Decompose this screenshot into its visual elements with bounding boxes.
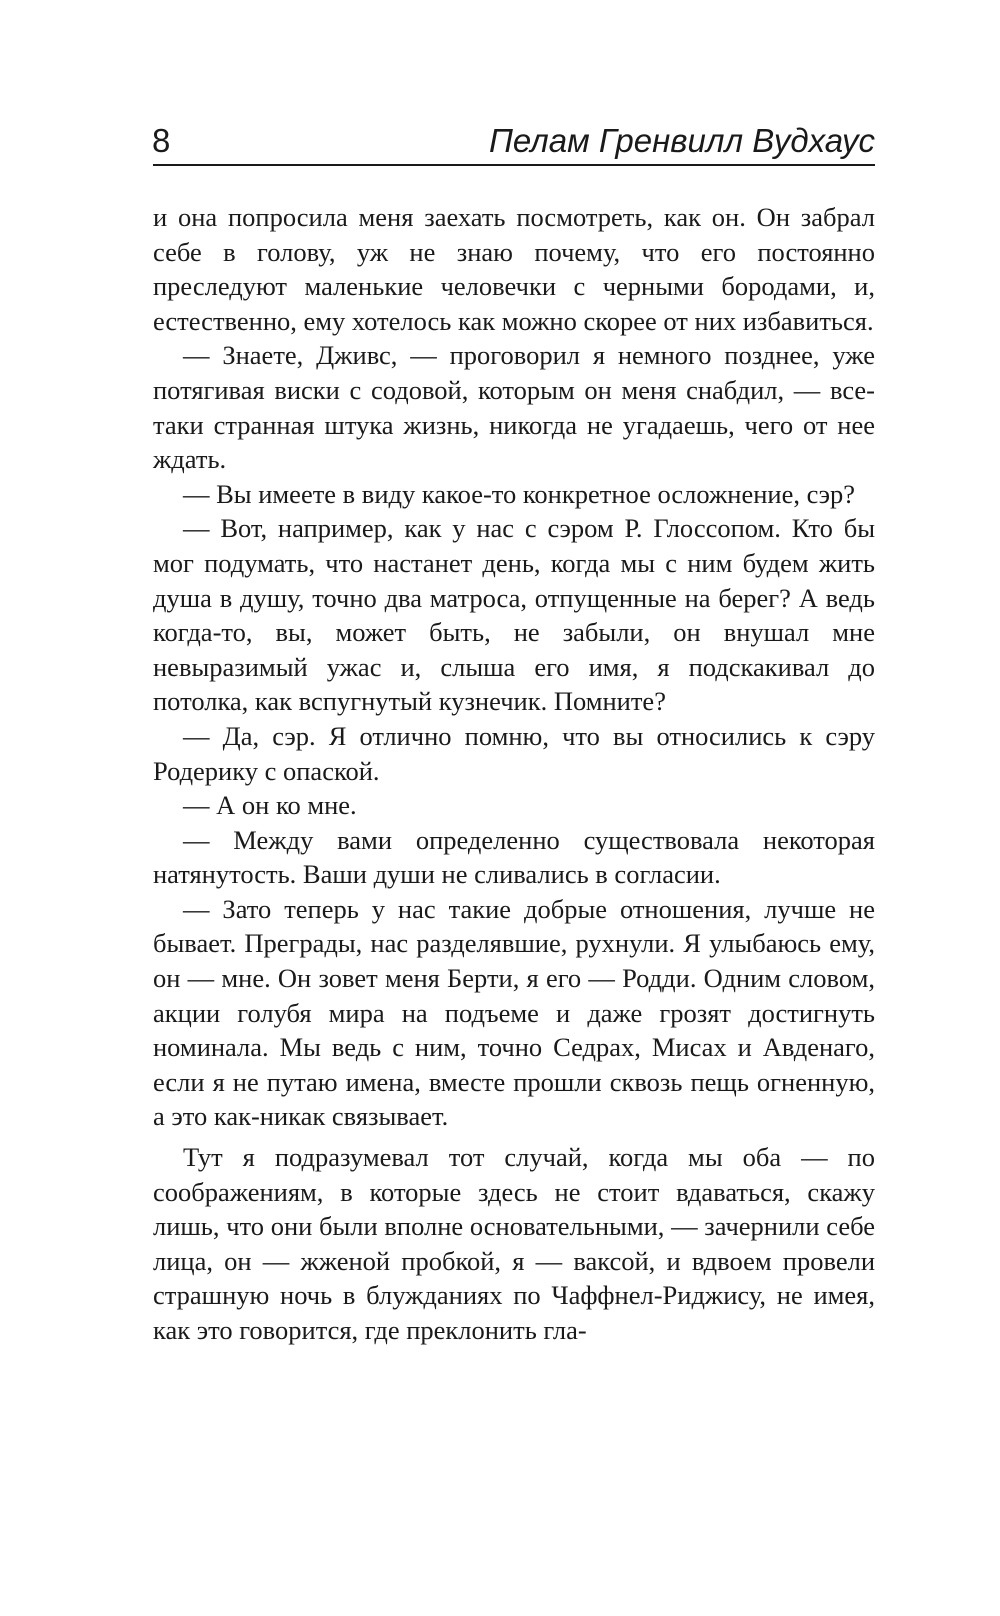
paragraph: и она попросила меня заехать посмотреть, как он. Он забрал себе в голову, уж не знаю почему, что его постоянно преследуют маленькие человечки с черными бородами, и, естественно, ему хотелось как можно скорее от них избавиться.	[153, 202, 875, 336]
book-page	[153, 118, 875, 1538]
page-number: 8	[152, 122, 171, 159]
paragraph: — А он ко мне.	[183, 790, 357, 821]
paragraph: — Вы имеете в виду какое-то конкретное осложнение, сэр?	[183, 478, 856, 509]
running-head-author: Пелам Гренвилл Вудхаус	[488, 122, 875, 159]
running-head	[153, 118, 875, 166]
paragraph: — Между вами определенно существовала некоторая натянутость. Ваши души не сливались в согласии.	[153, 824, 875, 890]
paragraph: Тут я подразумевал тот случай, когда мы оба — по соображениям, в которые здесь не стоит вдаваться, скажу лишь, что они были вполне основательными, — зачернили себе лица, он — жженой пробкой, я — ваксой, и вдвоем провели страшную ночь в блужданиях по Чаффнел-Риджису, не имея, как это говорится, где преклонить гла-	[153, 1142, 875, 1345]
paragraph: — Знаете, Дживс, — проговорил я немного позднее, уже потягивая виски с содовой, которым он меня снабдил, — все-таки странная штука жизнь, никогда не угадаешь, чего от нее ждать.	[153, 340, 875, 475]
paragraph: — Зато теперь у нас такие добрые отношения, лучше не бывает. Преграды, нас разделявшие, рухнули. Я улыбаюсь ему, он — мне. Он зовет меня Берти, я его — Родди. Одним словом, акции голубя мира на подъеме и даже грозят достигнуть номинала. Мы ведь с ним, точно Седрах, Мисах и Авденаго, если я не путаю имена, вместе прошли сквозь пещь огненную, а это как-никак связывает.	[153, 893, 875, 1132]
text-body	[153, 166, 875, 1348]
paragraph: — Да, сэр. Я отлично помню, что вы относились к сэру Родерику с опаской.	[153, 720, 875, 786]
paragraph: — Вот, например, как у нас с сэром Р. Глоссопом. Кто бы мог подумать, что настанет день, когда мы с ним будем жить душа в душу, точно два матроса, отпущенные на берег? А ведь когда-то, вы, может быть, не забыли, он внушал мне невыразимый ужас и, слыша его имя, я подскакивал до потолка, как вспугнутый кузнечик. Помните?	[153, 513, 875, 717]
